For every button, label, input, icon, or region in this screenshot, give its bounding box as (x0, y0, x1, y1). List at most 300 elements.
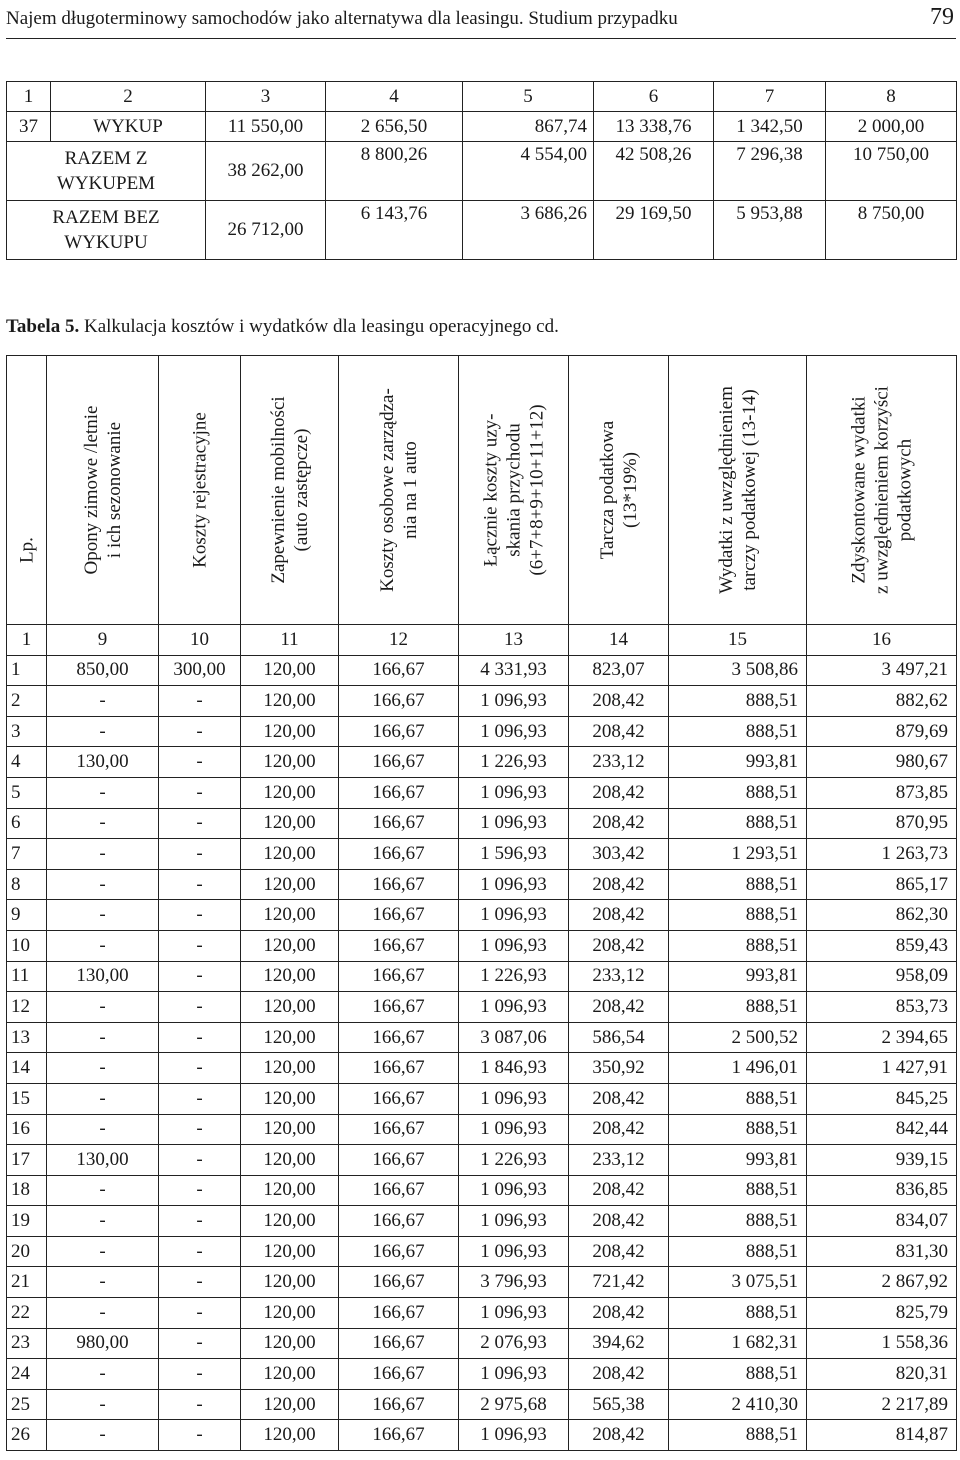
table-cell: 120,00 (241, 1083, 339, 1114)
table-cell: - (47, 1175, 159, 1206)
table-cell: 845,25 (807, 1083, 957, 1114)
table-cell: - (159, 839, 241, 870)
table-row (7, 1389, 957, 1420)
row-number: 26 (7, 1420, 47, 1451)
col-number: 15 (669, 625, 807, 656)
table-cell: 120,00 (241, 1022, 339, 1053)
table-row (7, 992, 957, 1023)
table-cell: 853,73 (807, 992, 957, 1023)
table-cell: 208,42 (569, 716, 669, 747)
row-number: 22 (7, 1298, 47, 1329)
row-number: 5 (7, 777, 47, 808)
table-cell: 1 096,93 (459, 716, 569, 747)
table-cell: 37 (7, 112, 51, 142)
row-label: RAZEM Z WYKUPEM (7, 142, 206, 201)
table-cell: 120,00 (241, 1175, 339, 1206)
table-cell: - (159, 900, 241, 931)
table-row (7, 1053, 957, 1084)
table-cell: 120,00 (241, 900, 339, 931)
row-number: 16 (7, 1114, 47, 1145)
table-cell: 3 796,93 (459, 1267, 569, 1298)
row-number: 23 (7, 1328, 47, 1359)
table-cell: - (159, 1389, 241, 1420)
table-cell: 166,67 (339, 1420, 459, 1451)
table-row (7, 1206, 957, 1237)
table-cell: 859,43 (807, 930, 957, 961)
row-number: 25 (7, 1389, 47, 1420)
table-cell: - (159, 1114, 241, 1145)
table-row (7, 961, 957, 992)
table-cell: 1 096,93 (459, 686, 569, 717)
cost-calculation-table (6, 355, 957, 1451)
col-number: 12 (339, 625, 459, 656)
table-row (7, 1420, 957, 1451)
row-number: 3 (7, 716, 47, 747)
table-cell: 8 800,26 (326, 142, 463, 201)
table-cell: WYKUP (51, 112, 206, 142)
table-cell: 870,95 (807, 808, 957, 839)
table-cell: 873,85 (807, 777, 957, 808)
table-cell: - (47, 992, 159, 1023)
col-number: 7 (714, 82, 826, 112)
table-cell: 166,67 (339, 1206, 459, 1237)
table-cell: - (47, 1298, 159, 1329)
table-cell: 2 867,92 (807, 1267, 957, 1298)
table-cell: 120,00 (241, 1236, 339, 1267)
table-cell: - (159, 1328, 241, 1359)
table-row (7, 1359, 957, 1390)
table-cell: 166,67 (339, 747, 459, 778)
table-cell: 120,00 (241, 655, 339, 686)
table-cell: 166,67 (339, 869, 459, 900)
table-cell: 3 497,21 (807, 655, 957, 686)
table-cell: - (159, 1267, 241, 1298)
page-number: 79 (930, 4, 954, 30)
table-cell: 166,67 (339, 961, 459, 992)
table-cell: 888,51 (669, 930, 807, 961)
table-cell: 888,51 (669, 1359, 807, 1390)
table-cell: 2 394,65 (807, 1022, 957, 1053)
table-cell: 1 096,93 (459, 1236, 569, 1267)
table-cell: - (159, 716, 241, 747)
table-cell: 120,00 (241, 961, 339, 992)
table-cell: 120,00 (241, 1267, 339, 1298)
table-cell: 166,67 (339, 1145, 459, 1176)
table-cell: 1 096,93 (459, 1420, 569, 1451)
row-number: 13 (7, 1022, 47, 1053)
table-cell: 1 682,31 (669, 1328, 807, 1359)
table-cell: 166,67 (339, 1328, 459, 1359)
table-cell: 888,51 (669, 992, 807, 1023)
row-number: 18 (7, 1175, 47, 1206)
table-cell: 120,00 (241, 808, 339, 839)
table-row (7, 747, 957, 778)
table-cell: 888,51 (669, 1236, 807, 1267)
table-cell: 993,81 (669, 1145, 807, 1176)
table-cell: 888,51 (669, 1420, 807, 1451)
table-cell: 565,38 (569, 1389, 669, 1420)
table-cell: 166,67 (339, 992, 459, 1023)
table-cell: - (47, 1420, 159, 1451)
table-cell: - (159, 1420, 241, 1451)
table-cell: 1 427,91 (807, 1053, 957, 1084)
table-cell: 166,67 (339, 777, 459, 808)
table-cell: 1 096,93 (459, 1206, 569, 1237)
table-cell: 394,62 (569, 1328, 669, 1359)
table-cell: 1 096,93 (459, 1114, 569, 1145)
table-cell: 350,92 (569, 1053, 669, 1084)
table-row (7, 1236, 957, 1267)
column-header: Opony zimowe /letnie i ich sezonowanie (47, 356, 159, 625)
col-number: 1 (7, 625, 47, 656)
row-number: 6 (7, 808, 47, 839)
table-cell: 814,87 (807, 1420, 957, 1451)
table-cell: 586,54 (569, 1022, 669, 1053)
table-cell: 3 075,51 (669, 1267, 807, 1298)
table-cell: - (47, 1359, 159, 1390)
table-cell: 130,00 (47, 961, 159, 992)
row-number: 1 (7, 655, 47, 686)
table-cell: - (159, 1053, 241, 1084)
col-number: 3 (206, 82, 326, 112)
column-header: Koszty osobowe zarządza- nia na 1 auto (339, 356, 459, 625)
table-cell: 1 846,93 (459, 1053, 569, 1084)
table-cell: - (47, 777, 159, 808)
table-cell: - (47, 1389, 159, 1420)
table-cell: 3 508,86 (669, 655, 807, 686)
table-cell: - (47, 839, 159, 870)
table-cell: 825,79 (807, 1298, 957, 1329)
column-header: Koszty rejestracyjne (159, 356, 241, 625)
col-number: 11 (241, 625, 339, 656)
column-header: Tarcza podatkowa (13*19%) (569, 356, 669, 625)
table-cell: 1 263,73 (807, 839, 957, 870)
caption-text: Kalkulacja kosztów i wydatków dla leasingu operacyjnego cd. (79, 316, 559, 337)
table-cell: 130,00 (47, 747, 159, 778)
table-row (7, 1022, 957, 1053)
table-cell: 939,15 (807, 1145, 957, 1176)
table-cell: - (47, 1083, 159, 1114)
table-cell: 888,51 (669, 686, 807, 717)
table-row (7, 112, 957, 142)
table-cell: 1 096,93 (459, 1359, 569, 1390)
table-cell: 29 169,50 (594, 201, 714, 260)
table-cell: - (47, 686, 159, 717)
table-cell: 888,51 (669, 1175, 807, 1206)
table-cell: - (159, 1083, 241, 1114)
table-cell: 1 496,01 (669, 1053, 807, 1084)
table-cell: 3 686,26 (463, 201, 594, 260)
table-row (7, 930, 957, 961)
table-cell: 120,00 (241, 686, 339, 717)
table-cell: 842,44 (807, 1114, 957, 1145)
col-number: 2 (51, 82, 206, 112)
row-number: 11 (7, 961, 47, 992)
row-number: 10 (7, 930, 47, 961)
table-row (7, 1267, 957, 1298)
table-cell: 166,67 (339, 1359, 459, 1390)
table-cell: 6 143,76 (326, 201, 463, 260)
table-cell: 1 293,51 (669, 839, 807, 870)
table-cell: 166,67 (339, 839, 459, 870)
table-cell: 2 410,30 (669, 1389, 807, 1420)
table-cell: - (47, 1206, 159, 1237)
table-cell: 120,00 (241, 1298, 339, 1329)
table-cell: 1 226,93 (459, 961, 569, 992)
table-row (7, 1145, 957, 1176)
table-cell: 2 656,50 (326, 112, 463, 142)
row-number: 20 (7, 1236, 47, 1267)
table-cell: 958,09 (807, 961, 957, 992)
table-cell: 208,42 (569, 777, 669, 808)
table-cell: 980,67 (807, 747, 957, 778)
table-cell: 120,00 (241, 777, 339, 808)
table-cell: 1 096,93 (459, 869, 569, 900)
table-cell: 120,00 (241, 930, 339, 961)
row-number: 8 (7, 869, 47, 900)
table-cell: 13 338,76 (594, 112, 714, 142)
column-number-row (7, 625, 957, 656)
table-cell: 862,30 (807, 900, 957, 931)
col-number: 9 (47, 625, 159, 656)
table-cell: - (159, 992, 241, 1023)
table-cell: 1 096,93 (459, 777, 569, 808)
col-number: 13 (459, 625, 569, 656)
table-cell: 1 558,36 (807, 1328, 957, 1359)
table-cell: - (47, 1114, 159, 1145)
row-number: 2 (7, 686, 47, 717)
table-cell: 166,67 (339, 655, 459, 686)
table-cell: 208,42 (569, 869, 669, 900)
table-row (7, 900, 957, 931)
table-cell: - (47, 716, 159, 747)
table-cell: 820,31 (807, 1359, 957, 1390)
table-cell: 208,42 (569, 1420, 669, 1451)
table-cell: 233,12 (569, 961, 669, 992)
table-cell: 120,00 (241, 1053, 339, 1084)
table-cell: - (47, 1022, 159, 1053)
table-cell: - (159, 1359, 241, 1390)
table-cell: - (159, 686, 241, 717)
table-cell: 166,67 (339, 1114, 459, 1145)
table-cell: 5 953,88 (714, 201, 826, 260)
table-cell: 166,67 (339, 1298, 459, 1329)
table-cell: - (159, 1175, 241, 1206)
continued-table (6, 81, 957, 260)
column-header: Łącznie koszty uzy- skania przychodu (6+7+8+9+10+11+12) (459, 356, 569, 625)
table-cell: 850,00 (47, 655, 159, 686)
table-cell: 888,51 (669, 808, 807, 839)
table-cell: 4 554,00 (463, 142, 594, 201)
table-cell: 1 596,93 (459, 839, 569, 870)
table-cell: 1 342,50 (714, 112, 826, 142)
table-cell: 882,62 (807, 686, 957, 717)
table-row (7, 1175, 957, 1206)
table-row (7, 839, 957, 870)
table-cell: - (159, 1236, 241, 1267)
table-cell: 993,81 (669, 747, 807, 778)
table-cell: 208,42 (569, 1175, 669, 1206)
table-cell: 888,51 (669, 1083, 807, 1114)
table-cell: - (47, 808, 159, 839)
table-caption (6, 316, 559, 338)
table-cell: 888,51 (669, 1114, 807, 1145)
table-cell: - (159, 930, 241, 961)
col-number: 8 (826, 82, 957, 112)
table-cell: 120,00 (241, 1420, 339, 1451)
table-cell: 26 712,00 (206, 201, 326, 260)
table-cell: 166,67 (339, 1053, 459, 1084)
table-cell: 166,67 (339, 930, 459, 961)
table-cell: 120,00 (241, 716, 339, 747)
col-number: 14 (569, 625, 669, 656)
row-number: 4 (7, 747, 47, 778)
table-cell: 208,42 (569, 1206, 669, 1237)
table-cell: 2 076,93 (459, 1328, 569, 1359)
row-number: 19 (7, 1206, 47, 1237)
table-cell: 120,00 (241, 1114, 339, 1145)
running-header (6, 4, 956, 39)
table-cell: 130,00 (47, 1145, 159, 1176)
total-without-buyout-row (7, 201, 957, 260)
table-cell: 11 550,00 (206, 112, 326, 142)
table-cell: 888,51 (669, 777, 807, 808)
table-cell: 823,07 (569, 655, 669, 686)
row-number: 17 (7, 1145, 47, 1176)
table-cell: 1 096,93 (459, 992, 569, 1023)
table-cell: 721,42 (569, 1267, 669, 1298)
table-cell: 208,42 (569, 992, 669, 1023)
table-cell: 831,30 (807, 1236, 957, 1267)
table-cell: - (159, 808, 241, 839)
table-row (7, 1298, 957, 1329)
table-cell: 208,42 (569, 900, 669, 931)
table-cell: 208,42 (569, 1083, 669, 1114)
table-cell: 233,12 (569, 747, 669, 778)
table-cell: 208,42 (569, 1359, 669, 1390)
table-cell: 1 096,93 (459, 900, 569, 931)
col-number: 4 (326, 82, 463, 112)
table-cell: 120,00 (241, 1328, 339, 1359)
table-cell: 2 217,89 (807, 1389, 957, 1420)
table-cell: 166,67 (339, 1083, 459, 1114)
table-cell: 208,42 (569, 1114, 669, 1145)
table-cell: 300,00 (159, 655, 241, 686)
table-cell: 120,00 (241, 747, 339, 778)
table-cell: 166,67 (339, 686, 459, 717)
row-number: 9 (7, 900, 47, 931)
table-cell: 888,51 (669, 900, 807, 931)
table-cell: 888,51 (669, 1206, 807, 1237)
table-cell: 888,51 (669, 716, 807, 747)
table-cell: - (47, 900, 159, 931)
table-row (7, 777, 957, 808)
table-cell: 120,00 (241, 1359, 339, 1390)
table-cell: 120,00 (241, 869, 339, 900)
table-cell: 166,67 (339, 1022, 459, 1053)
table-cell: 2 500,52 (669, 1022, 807, 1053)
total-with-buyout-row (7, 142, 957, 201)
table-cell: 120,00 (241, 1145, 339, 1176)
table-cell: 166,67 (339, 1389, 459, 1420)
col-number: 5 (463, 82, 594, 112)
row-number: 21 (7, 1267, 47, 1298)
table-cell: 166,67 (339, 1267, 459, 1298)
row-number: 7 (7, 839, 47, 870)
table-row (7, 1114, 957, 1145)
table-row (7, 655, 957, 686)
table-cell: 1 226,93 (459, 1145, 569, 1176)
caption-label: Tabela 5. (6, 316, 80, 337)
col-number: 1 (7, 82, 51, 112)
table-cell: 10 750,00 (826, 142, 957, 201)
table-cell: - (159, 1145, 241, 1176)
table-row (7, 716, 957, 747)
table-row (7, 1083, 957, 1114)
table-cell: 8 750,00 (826, 201, 957, 260)
table-cell: 166,67 (339, 716, 459, 747)
table-cell: 7 296,38 (714, 142, 826, 201)
table-cell: 166,67 (339, 1236, 459, 1267)
table-cell: 1 226,93 (459, 747, 569, 778)
table-cell: 233,12 (569, 1145, 669, 1176)
table-cell: 3 087,06 (459, 1022, 569, 1053)
row-number: 12 (7, 992, 47, 1023)
table-cell: 208,42 (569, 686, 669, 717)
table-cell: 208,42 (569, 1236, 669, 1267)
table-cell: 120,00 (241, 992, 339, 1023)
column-header: Zdyskontowane wydatki z uwzględnieniem korzyści podatkowych (807, 356, 957, 625)
table-row (7, 686, 957, 717)
column-header: Lp. (7, 356, 47, 625)
row-number: 14 (7, 1053, 47, 1084)
table-cell: 208,42 (569, 808, 669, 839)
table-cell: - (159, 1298, 241, 1329)
table-cell: 1 096,93 (459, 930, 569, 961)
table-cell: 166,67 (339, 808, 459, 839)
table-cell: 865,17 (807, 869, 957, 900)
table-cell: 38 262,00 (206, 142, 326, 201)
table-cell: 42 508,26 (594, 142, 714, 201)
table-cell: 980,00 (47, 1328, 159, 1359)
table-cell: 120,00 (241, 1206, 339, 1237)
table-cell: 120,00 (241, 1389, 339, 1420)
table-cell: 1 096,93 (459, 1083, 569, 1114)
column-header: Wydatki z uwzględnieniem tarczy podatkowej (13-14) (669, 356, 807, 625)
table-row (7, 869, 957, 900)
row-number: 15 (7, 1083, 47, 1114)
table-cell: 836,85 (807, 1175, 957, 1206)
table-cell: 867,74 (463, 112, 594, 142)
table-cell: 834,07 (807, 1206, 957, 1237)
table-cell: 208,42 (569, 930, 669, 961)
col-number: 10 (159, 625, 241, 656)
table-cell: - (47, 930, 159, 961)
table-cell: 1 096,93 (459, 808, 569, 839)
table-cell: 1 096,93 (459, 1175, 569, 1206)
table-cell: 208,42 (569, 1298, 669, 1329)
table-cell: 120,00 (241, 839, 339, 870)
row-label: RAZEM BEZ WYKUPU (7, 201, 206, 260)
table-cell: 2 975,68 (459, 1389, 569, 1420)
table-cell: 2 000,00 (826, 112, 957, 142)
table-cell: 303,42 (569, 839, 669, 870)
table-cell: - (159, 961, 241, 992)
col-number: 6 (594, 82, 714, 112)
table-cell: 4 331,93 (459, 655, 569, 686)
table-cell: 879,69 (807, 716, 957, 747)
table-cell: - (159, 777, 241, 808)
